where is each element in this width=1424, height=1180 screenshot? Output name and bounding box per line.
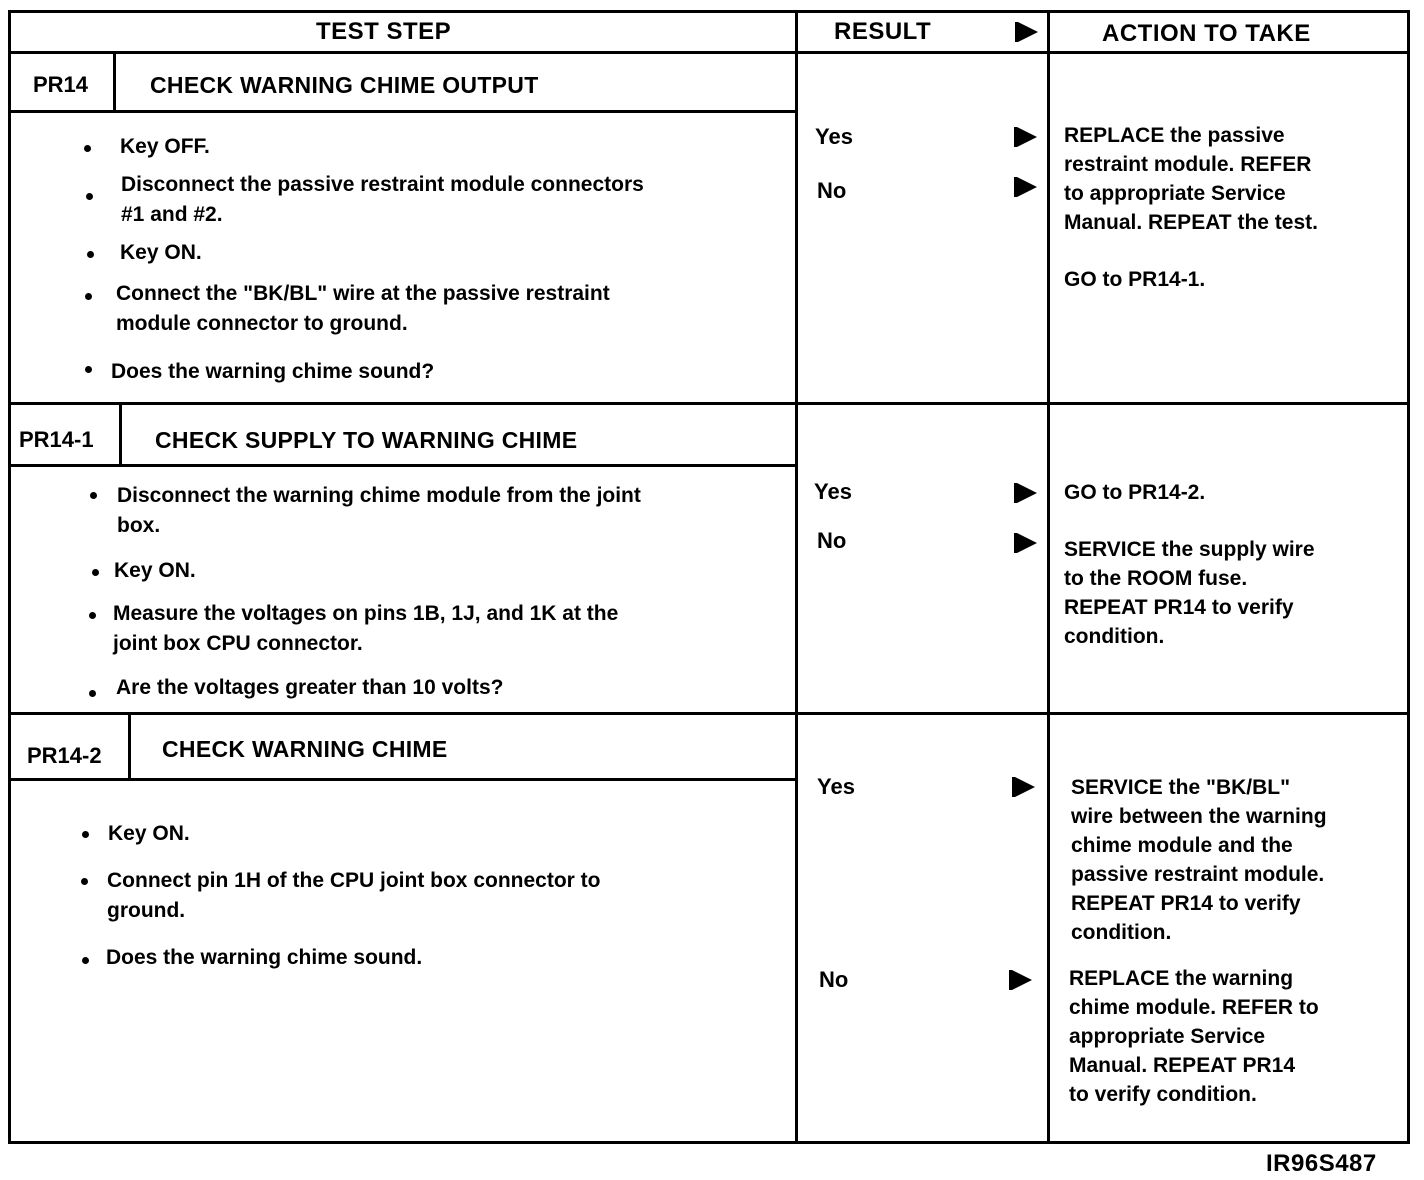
result-yes: Yes: [817, 774, 855, 799]
table-border-left: [8, 10, 11, 1144]
table-border-right: [1407, 10, 1410, 1144]
bullet-icon: [81, 878, 88, 885]
column-divider-action: [1047, 10, 1050, 1144]
test-step-item: Key ON.: [120, 241, 202, 264]
action-text: SERVICE the supply wire to the ROOM fuse. REPEAT PR14 to verify condition.: [1064, 538, 1315, 648]
code-cell-divider-2: [119, 402, 122, 467]
title-bar-divider-2: [8, 464, 798, 467]
section-title: CHECK SUPPLY TO WARNING CHIME: [155, 427, 578, 453]
section-code: PR14: [33, 72, 89, 97]
section-divider-1: [8, 402, 1410, 405]
title-bar-divider-1: [8, 110, 798, 113]
table-border-bottom: [8, 1141, 1410, 1144]
test-step-item: Key OFF.: [120, 135, 210, 158]
test-step-item: Disconnect the warning chime module from the joint box.: [117, 484, 641, 537]
test-step-item: Disconnect the passive restraint module connectors #1 and #2.: [121, 173, 644, 226]
bullet-icon: [92, 569, 99, 576]
result-no: No: [817, 528, 847, 553]
code-cell-divider-3: [128, 712, 131, 781]
action-text: REPLACE the warning chime module. REFER to appropriate Service Manual. REPEAT PR14 to verify condition.: [1069, 967, 1319, 1106]
test-step-item: Key ON.: [108, 822, 190, 845]
header-test-step: TEST STEP: [316, 18, 452, 45]
result-yes: Yes: [815, 124, 853, 149]
column-divider-result: [795, 10, 798, 1144]
bullet-icon: [85, 293, 92, 300]
result-yes: Yes: [814, 479, 852, 504]
section-title: CHECK WARNING CHIME OUTPUT: [150, 72, 539, 98]
header-result: RESULT: [834, 18, 932, 45]
code-cell-divider-1: [113, 51, 116, 113]
section-title: CHECK WARNING CHIME: [162, 736, 448, 762]
action-text: SERVICE the "BK/BL" wire between the warning chime module and the passive restraint module. REPEAT PR14 to verify condition.: [1071, 776, 1327, 944]
action-text: GO to PR14-2.: [1064, 481, 1206, 504]
result-arrow-icon: [1012, 970, 1032, 990]
result-arrow-icon: [1017, 533, 1037, 553]
bullet-icon: [82, 831, 89, 838]
bullet-icon: [87, 251, 94, 258]
test-step-item: Measure the voltages on pins 1B, 1J, and 1K at the joint box CPU connector.: [113, 602, 619, 655]
section-divider-2: [8, 712, 1410, 715]
test-step-item: Connect the "BK/BL" wire at the passive restraint module connector to ground.: [116, 282, 610, 335]
test-step-item: Does the warning chime sound.: [106, 946, 423, 969]
section-code: PR14-1: [19, 427, 94, 452]
test-step-item: Key ON.: [114, 559, 196, 582]
header-arrow-icon: [1018, 22, 1038, 42]
result-arrow-icon: [1015, 777, 1035, 797]
bullet-icon: [89, 612, 96, 619]
result-no: No: [817, 178, 847, 203]
bullet-icon: [84, 145, 91, 152]
result-arrow-icon: [1017, 177, 1037, 197]
action-text: GO to PR14-1.: [1064, 268, 1206, 291]
result-no: No: [819, 967, 849, 992]
result-arrow-icon: [1017, 483, 1037, 503]
table-border-top: [8, 10, 1410, 13]
bullet-icon: [85, 366, 92, 373]
section-code: PR14-2: [27, 743, 102, 768]
action-text: REPLACE the passive restraint module. REFER to appropriate Service Manual. REPEAT the test.: [1064, 124, 1318, 234]
figure-id: IR96S487: [1266, 1150, 1377, 1177]
bullet-icon: [86, 193, 93, 200]
test-step-item: Connect pin 1H of the CPU joint box connector to ground.: [107, 869, 601, 922]
bullet-icon: [82, 957, 89, 964]
bullet-icon: [90, 492, 97, 499]
test-step-item: Does the warning chime sound?: [111, 360, 435, 383]
test-step-item: Are the voltages greater than 10 volts?: [116, 676, 504, 699]
header-action: ACTION TO TAKE: [1102, 20, 1311, 47]
title-bar-divider-3: [8, 778, 798, 781]
result-arrow-icon: [1017, 127, 1037, 147]
header-divider: [8, 51, 1410, 54]
bullet-icon: [89, 690, 96, 697]
